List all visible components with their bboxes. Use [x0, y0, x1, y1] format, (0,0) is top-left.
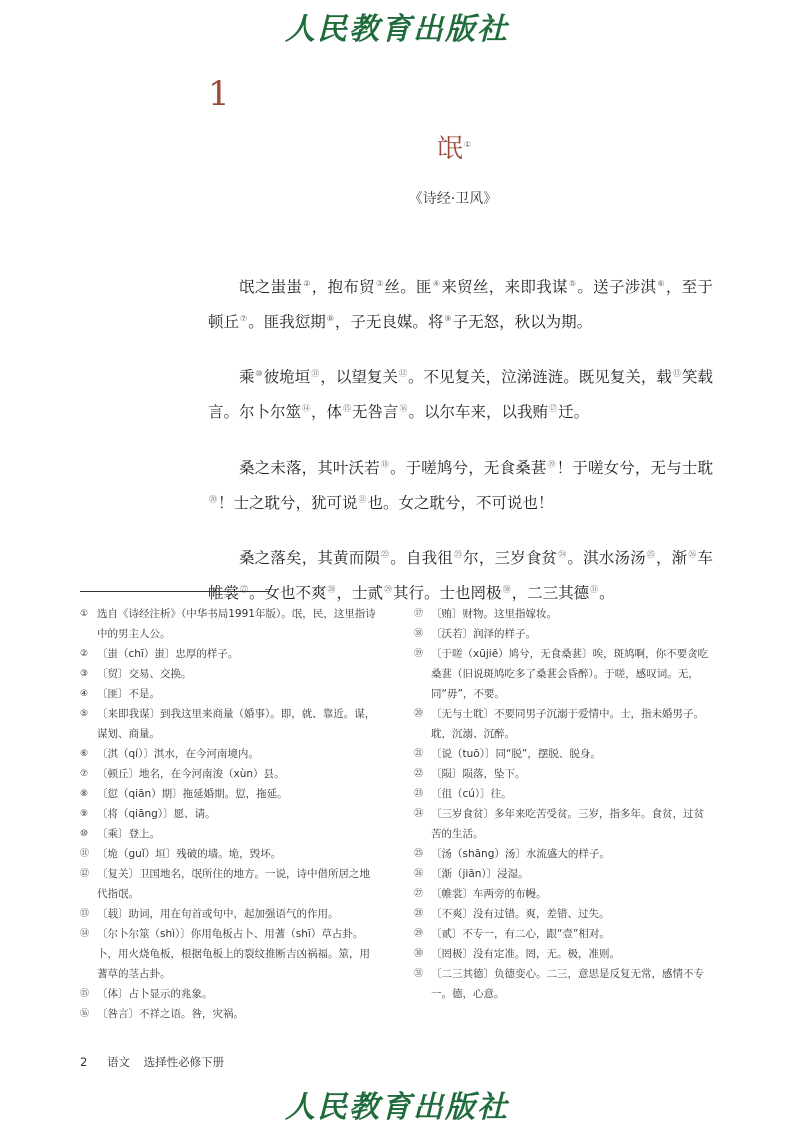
poem-text: 迁。 [558, 403, 590, 422]
poem-text: 。匪我愆期 [248, 313, 326, 332]
footnote-item [80, 984, 380, 1004]
footnote-number: ⑱ [414, 629, 424, 639]
footnote-text: 〔贿〕财物。这里指嫁妆。 [431, 608, 557, 620]
poem-title [437, 128, 472, 165]
poem-text: ！于嗟女兮，无与士耽 [556, 458, 713, 477]
footnote-text: 〔咎言〕不祥之语。咎，灾祸。 [97, 1008, 244, 1020]
footnote-text: 〔二三其德〕负德变心。二三，意思是反复无常，感情不专一。德，心意。 [431, 968, 704, 1000]
footnote-item [80, 844, 380, 864]
footnote-text: 〔陨〕陨落，坠下。 [431, 768, 526, 780]
footnote-item [80, 744, 380, 764]
footnote-number: ⑧ [80, 789, 89, 799]
footnote-ref[interactable]: ㉛ [590, 585, 599, 595]
footnote-item [414, 784, 714, 804]
poem-stanza [208, 268, 713, 338]
footnote-item [414, 964, 714, 1004]
poem-text: 。不见复关，泣涕涟涟。既见复关，载 [408, 368, 672, 387]
footnote-text: 〔渐（jiān）〕浸湿。 [431, 868, 529, 880]
footnote-ref[interactable]: ㉔ [558, 549, 567, 559]
footnote-item [80, 824, 380, 844]
footnote-item [80, 904, 380, 924]
footnote-text: 〔说（tuō）〕同“脱”，摆脱、脱身。 [431, 748, 601, 760]
footnote-text: 〔三岁食贫〕多年来吃苦受贫。三岁，指多年。食贫，过贫苦的生活。 [431, 808, 704, 840]
footnote-number: ㉚ [414, 949, 424, 959]
footnote-item [414, 944, 714, 964]
poem-text: 桑之未落，其叶沃若 [239, 458, 380, 477]
poem-text: ，二三其德 [511, 584, 590, 603]
footnote-text: 〔乘〕登上。 [97, 828, 160, 840]
poem-text: 尔，三岁食贫 [463, 549, 558, 568]
footnote-number: ① [80, 609, 89, 619]
footnote-number: ② [80, 649, 89, 659]
poem-text: ，渐 [655, 549, 688, 568]
poem-text: ！士之耽兮，犹可说 [218, 493, 358, 512]
lesson-number: 1 [208, 74, 230, 114]
footnote-text: 〔匪〕不是。 [97, 688, 160, 700]
footnote-text: 〔罔极〕没有定准。罔，无。极，准则。 [431, 948, 620, 960]
footnote-text: 〔愆（qiān）期〕拖延婚期。愆，拖延。 [97, 788, 288, 800]
footnote-number: ⑤ [80, 709, 89, 719]
footnote-text: 〔来即我谋〕到我这里来商量（婚事）。即，就、靠近。谋，谋划、商量。 [97, 708, 376, 740]
footnote-text: 〔贰〕不专一，有二心，跟“壹”相对。 [431, 928, 610, 940]
poem-text: 彼垝垣 [263, 368, 311, 387]
footnote-ref[interactable]: ㉓ [453, 549, 463, 559]
footnote-number: ⑯ [80, 1009, 90, 1019]
footnote-item [414, 704, 714, 744]
footnote-number: ㉛ [414, 969, 424, 979]
footnote-item [80, 664, 380, 684]
footnote-number: ㉙ [414, 929, 424, 939]
poem-text: 氓之蚩蚩 [239, 278, 303, 297]
poem-source: 《诗经·卫风》 [408, 191, 498, 207]
footnote-number: ㉑ [414, 749, 424, 759]
poem-text: 桑之落矣，其黄而陨 [239, 549, 381, 568]
footnote-ref[interactable]: ㉙ [384, 585, 393, 595]
footnote-ref[interactable]: ⑥ [657, 279, 665, 288]
footnotes-right-column [414, 604, 714, 1004]
footnote-number: ⑪ [80, 849, 90, 859]
footnote-text: 〔于嗟（xūjiē）鸠兮，无食桑葚〕唉，斑鸠啊，你不要贪吃桑葚（旧说斑鸠吃多了桑葚会昏醉）。于嗟，感叹词。无，同“毋”，不要。 [431, 648, 709, 700]
footnote-text: 〔复关〕卫国地名，氓所住的地方。一说，诗中借所居之地代指氓。 [97, 868, 370, 900]
footnote-ref[interactable]: ㉑ [358, 494, 367, 504]
footnote-text: 〔淇（qí）〕淇水，在今河南境内。 [97, 748, 259, 760]
footnote-item [414, 764, 714, 784]
footnote-number: ⑨ [80, 809, 89, 819]
footnote-item [414, 884, 714, 904]
footnote-ref[interactable]: ㉖ [688, 549, 697, 559]
footnote-item [414, 604, 714, 624]
footnote-ref[interactable]: ㉚ [502, 585, 511, 595]
footnote-item [80, 604, 380, 644]
poem-text: ，抱布贸 [311, 278, 375, 297]
footnote-number: ⑮ [80, 989, 90, 999]
footnote-number: ㉕ [414, 849, 424, 859]
footnote-ref[interactable]: ③ [375, 279, 384, 288]
footnote-number: ⑫ [80, 869, 90, 879]
poem-text: ，士贰 [336, 584, 384, 603]
footnote-ref[interactable]: ⑧ [326, 314, 334, 324]
footnote-ref[interactable]: ㉗ [240, 585, 249, 595]
footnote-number: ⑰ [414, 609, 424, 619]
footnote-number: ㉓ [414, 789, 424, 799]
footnote-number: ④ [80, 689, 89, 699]
footnote-ref[interactable]: ⑱ [380, 459, 389, 469]
page-number: 2 [80, 1055, 88, 1069]
footnote-ref[interactable]: ⑤ [568, 279, 577, 288]
poem-text: ，至于顿丘 [208, 278, 713, 332]
poem-text: 。女也不爽 [249, 584, 327, 603]
footnote-item [414, 924, 714, 944]
footnote-text: 〔贸〕交易、交换。 [97, 668, 192, 680]
footnote-text: 〔蚩（chī）蚩〕忠厚的样子。 [97, 648, 239, 660]
poem-title-text: 氓 [437, 134, 464, 164]
footnote-number: ⑭ [80, 929, 90, 939]
footnote-item [80, 684, 380, 704]
footnote-divider [80, 591, 270, 592]
poem-text: 。于嗟鸠兮，无食桑葚 [390, 458, 547, 477]
footnote-text: 〔汤（shāng）汤〕水流盛大的样子。 [431, 848, 610, 860]
poem-text: 笑载言。尔卜尔筮 [208, 368, 713, 422]
footnote-number: ㉖ [414, 869, 424, 879]
page-footer [80, 1054, 224, 1070]
poem-text: 。 [599, 584, 615, 603]
footnote-number: ㉗ [414, 889, 424, 899]
footnote-ref[interactable]: ⑰ [549, 404, 558, 414]
footnote-text: 〔将（qiāng）〕愿、请。 [97, 808, 216, 820]
footnote-item [414, 744, 714, 764]
footnote-text: 〔不爽〕没有过错。爽，差错、过失。 [431, 908, 610, 920]
poem-stanza [208, 449, 713, 519]
footnote-ref[interactable]: ㉕ [646, 549, 655, 559]
footnote-item [80, 804, 380, 824]
footnote-number: ㉘ [414, 909, 424, 919]
poem-text: 。以尔车来，以我贿 [408, 403, 549, 422]
title-footnote-ref[interactable]: ① [464, 140, 472, 150]
poem-text: ，体 [311, 403, 343, 422]
footnote-text: 〔载〕助词，用在句首或句中，起加强语气的作用。 [97, 908, 339, 920]
footnote-ref[interactable]: ⑩ [255, 369, 263, 379]
footnote-item [80, 924, 380, 984]
footnote-text: 〔徂（cú）〕往。 [431, 788, 512, 800]
poem-text: ，子无良媒。将 [334, 313, 444, 332]
footnote-ref[interactable]: ⑬ [672, 369, 681, 379]
footnote-text: 〔垝（guǐ）垣〕残破的墙。垝，毁坏。 [97, 848, 282, 860]
footnote-number: ⑩ [80, 829, 89, 839]
footnote-number: ⑦ [80, 769, 89, 779]
footnote-item [414, 804, 714, 844]
footnote-item [80, 864, 380, 904]
poem-text: 无咎言 [352, 403, 399, 422]
footnote-number: ⑥ [80, 749, 89, 759]
footnote-item [414, 864, 714, 884]
poem-text: 乘 [239, 368, 255, 387]
poem-body [208, 268, 713, 629]
footnote-item [80, 764, 380, 784]
footnote-item [414, 624, 714, 644]
footnote-ref[interactable]: ⑳ [209, 494, 217, 504]
footnote-number: ③ [80, 669, 89, 679]
footnote-item [414, 904, 714, 924]
footnote-text: 〔帷裳〕车两旁的布幔。 [431, 888, 547, 900]
footnote-ref[interactable]: ④ [432, 279, 441, 288]
footnote-ref[interactable]: ㉘ [327, 585, 336, 595]
footnote-ref[interactable]: ⑪ [311, 369, 320, 379]
poem-text: 来贸丝，来即我谋 [441, 278, 568, 297]
footnote-ref[interactable]: ⑨ [444, 314, 452, 324]
footnote-text: 〔体〕占卜显示的兆象。 [97, 988, 213, 1000]
footnote-number: ㉔ [414, 809, 424, 819]
footnote-ref[interactable]: ⑯ [399, 404, 408, 414]
footnote-item [414, 644, 714, 704]
footnote-ref[interactable]: ⑦ [240, 314, 248, 324]
poem-text: 也。女之耽兮，不可说也！ [367, 493, 554, 512]
poem-text: ，以望复关 [320, 368, 398, 387]
poem-text: 。自我徂 [390, 549, 453, 568]
footnote-ref[interactable]: ㉒ [381, 549, 390, 559]
footnote-item [414, 844, 714, 864]
footnote-ref[interactable]: ⑫ [398, 369, 407, 379]
footer-book-title: 选择性必修下册 [143, 1055, 225, 1069]
footnote-text: 〔顿丘〕地名，在今河南浚（xùn）县。 [97, 768, 285, 780]
footer-subject: 语文 [106, 1055, 130, 1069]
footnote-text: 〔尔卜尔筮（shì）〕你用龟板占卜、用蓍（shī）草占卦。卜，用火烧龟板，根据龟板上的裂纹推断吉凶祸福。筮，用蓍草的茎占卦。 [97, 928, 370, 980]
footnotes-left-column [80, 604, 380, 1024]
footnote-number: ⑬ [80, 909, 90, 919]
footnote-number: ⑳ [414, 709, 424, 719]
footnote-item [80, 704, 380, 744]
poem-text: 子无怒，秋以为期。 [452, 313, 593, 332]
footnote-number: ㉒ [414, 769, 424, 779]
footnote-ref[interactable]: ⑭ [302, 404, 311, 414]
poem-text: 丝。匪 [384, 278, 432, 297]
poem-text: 。淇水汤汤 [567, 549, 646, 568]
publisher-logo-bottom: 人民教育出版社 [285, 1090, 509, 1125]
poem-text: 。送子涉淇 [577, 278, 657, 297]
footnote-item [80, 784, 380, 804]
footnote-ref[interactable]: ⑲ [547, 459, 556, 469]
footnote-ref[interactable]: ② [303, 279, 311, 288]
footnote-item [80, 644, 380, 664]
footnote-text: 〔无与士耽〕不要同男子沉溺于爱情中。士，指未婚男子。耽，沉溺、沉醉。 [431, 708, 704, 740]
publisher-logo-top: 人民教育出版社 [285, 12, 509, 47]
footnote-ref[interactable]: ⑮ [343, 404, 352, 414]
poem-text: 车帷裳 [208, 549, 714, 603]
poem-stanza [208, 358, 713, 428]
footnote-text: 〔沃若〕润泽的样子。 [431, 628, 536, 640]
footnote-text: 选自《诗经注析》（中华书局1991年版）。氓，民，这里指诗中的男主人公。 [97, 608, 376, 640]
footnote-number: ⑲ [414, 649, 424, 659]
poem-text: 其行。士也罔极 [393, 584, 502, 603]
footnote-item [80, 1004, 380, 1024]
poem-stanza [208, 539, 713, 609]
